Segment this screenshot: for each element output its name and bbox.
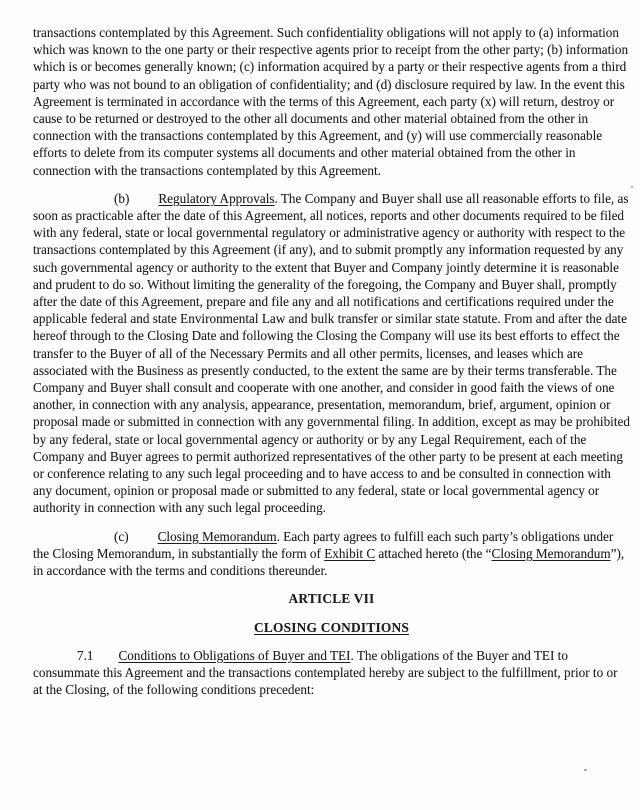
exhibit-c-reference: Exhibit C bbox=[324, 545, 376, 561]
paragraph-regulatory-approvals bbox=[33, 190, 630, 517]
scan-speck bbox=[584, 769, 587, 771]
subsection-c-body-2: attached hereto (the “ bbox=[375, 545, 492, 561]
article-vii-heading: ARTICLE VII bbox=[288, 591, 375, 607]
closing-conditions-heading: CLOSING CONDITIONS bbox=[253, 619, 410, 635]
subsection-c-label: (c) bbox=[114, 528, 129, 544]
section-7-1-heading: Conditions to Obligations of Buyer and TEI bbox=[118, 647, 351, 663]
subsection-b-heading: Regulatory Approvals bbox=[158, 190, 275, 206]
subsection-c-body-3: ”), in accordance with the terms and conditions thereunder. bbox=[33, 545, 625, 579]
paragraph-closing-memorandum bbox=[33, 528, 630, 580]
paragraph-7-1 bbox=[33, 647, 630, 699]
scan-speck bbox=[631, 186, 633, 188]
subsection-b-label: (b) bbox=[114, 190, 130, 206]
subsection-c-heading: Closing Memorandum bbox=[157, 528, 277, 544]
paragraph-confidentiality-continuation: transactions contemplated by this Agreement. Such confidentiality obligations will not apply to (a) information which was known to the one party or their respective agents prior to receipt from the other party; (b) information which is or becomes generally known; (c) information acquired by a party or their respective agents from a third party who was not bound to an obligation of confidentiality; and (d) disclosure required by law. In the event this Agreement is terminated in accordance with the terms of this Agreement, each party (x) will return, destroy or cause to be returned or destroyed to the other all documents and other material obtained from the other in connection with the transactions contemplated by this Agreement, and (y) will use commercially reasonable efforts to delete from its computer systems all documents and other material obtained from the other in connection with the transactions contemplated by this Agreement. bbox=[33, 25, 629, 178]
subsection-c-body-1: . Each party agrees to fulfill each such party’s obligations under the Closing Memorandum, in substantially the form of bbox=[33, 528, 614, 561]
closing-memorandum-defined-term: Closing Memorandum bbox=[491, 545, 611, 561]
document-body bbox=[33, 24, 630, 709]
section-7-1-body: . The obligations of the Buyer and TEI to consummate this Agreement and the transactions contemplated hereby are subject to the fulfillment, prior to or at the Closing, of the following conditions precedent: bbox=[33, 647, 618, 698]
section-7-1-number: 7.1 bbox=[77, 647, 94, 663]
subsection-b-body: . The Company and Buyer shall use all reasonable efforts to file, as soon as practicable after the date of this Agreement, all notices, reports and other documents required to be filed with any federal, state or local governmental regulatory or administrative agency or authority with respect to the transactions contemplated by this Agreement (if any), and to submit promptly any information requested by any such governmental agency or authority to the extent that Buyer and Company jointly determine it is reasonable and prudent to do so. Without limiting the generality of the foregoing, the Company and Buyer shall, promptly after the date of this Agreement, prepare and file any and all notifications and certifications required under the applicable federal and state Environmental Law and bulk transfer or similar state statute. From and after the date hereof through to the Closing Date and following the Closing the Company will use its best efforts to effect the transfer to the Buyer of all of the Necessary Permits and all other permits, licenses, and leases which are associated with the Business as presently conducted, to the extent the same are by their terms transferable. The Company and Buyer shall consult and cooperate with one another, and consider in good faith the views of one another, in connection with any analysis, appearance, presentation, memorandum, brief, argument, opinion or proposal made or submitted in connection with any governmental filing. In addition, except as may be prohibited by any federal, state or local governmental agency or authority or by any Legal Requirement, each of the Company and Buyer agrees to permit authorized representatives of the other party to be present at each meeting or conference relating to any such legal proceeding and to have access to and be consulted in connection with any document, opinion or proposal made or submitted to any federal, state or local governmental agency or authority in connection with any such legal proceeding. bbox=[33, 190, 630, 516]
